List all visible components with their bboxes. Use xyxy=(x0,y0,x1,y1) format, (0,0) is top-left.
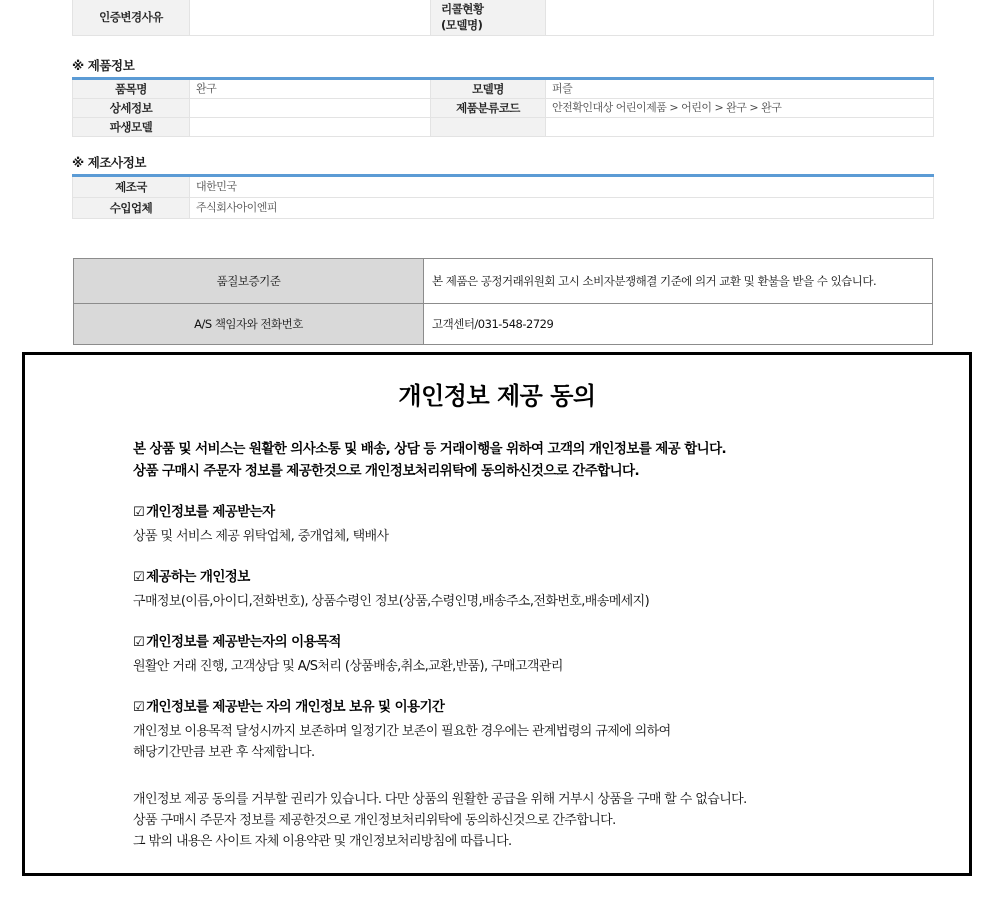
consent-intro xyxy=(133,438,969,482)
consent-closing-line-3: 그 밖의 내용은 사이트 자체 이용약관 및 개인정보처리방침에 따릅니다. xyxy=(133,834,512,849)
consent-intro-line-1: 본 상품 및 서비스는 원활한 의사소통 및 배송, 상담 등 거래이행을 위하여 고객의 개인정보를 제공 합니다. xyxy=(133,441,727,457)
table-row xyxy=(73,118,934,137)
country-of-manufacture-label: 제조국 xyxy=(73,176,190,198)
cert-change-reason-value xyxy=(190,0,431,36)
checkbox-checked-icon: ☑ xyxy=(133,700,145,715)
item-name-value: 완구 xyxy=(190,79,431,99)
as-contact-label: A/S 책임자와 전화번호 xyxy=(74,304,424,345)
derived-model-empty-value xyxy=(546,118,934,137)
product-category-code-label: 제품분류코드 xyxy=(431,99,546,118)
manufacturer-info-title: ※ 제조사정보 xyxy=(72,155,147,170)
consent-section-retention-heading xyxy=(133,697,969,718)
consent-section-recipients-body-line-1: 상품 및 서비스 제공 위탁업체, 중개업체, 택배사 xyxy=(133,529,389,544)
quality-warranty-label: 품질보증기준 xyxy=(74,259,424,304)
derived-model-label: 파생모델 xyxy=(73,118,190,137)
certification-table-section xyxy=(72,0,934,36)
consent-section-recipients-heading xyxy=(133,502,969,523)
consent-closing-line-1: 개인정보 제공 동의를 거부할 권리가 있습니다. 다만 상품의 원활한 공급을 위해 거부시 상품을 구매 할 수 없습니다. xyxy=(133,792,747,807)
privacy-consent-body xyxy=(25,438,969,852)
manufacturer-info-section xyxy=(72,155,934,219)
consent-section-purpose-body xyxy=(133,656,969,677)
consent-section-retention-body-line-2: 해당기간만큼 보관 후 삭제합니다. xyxy=(133,745,315,760)
table-row xyxy=(73,99,934,118)
product-category-code-value: 안전확인대상 어린이제품 > 어린이 > 완구 > 완구 xyxy=(546,99,934,118)
manufacturer-info-table xyxy=(72,174,934,219)
consent-section-recipients-body xyxy=(133,526,969,547)
model-name-label: 모델명 xyxy=(431,79,546,99)
consent-section-purpose-heading-text: 개인정보를 제공받는자의 이용목적 xyxy=(146,634,341,650)
consent-section-provided-data-body xyxy=(133,591,969,612)
consent-section-purpose-body-line-1: 원활안 거래 진행, 고객상담 및 A/S처리 (상품배송,취소,교환,반품), 구매고객관리 xyxy=(133,659,563,674)
detail-info-label: 상세정보 xyxy=(73,99,190,118)
importer-label: 수입업체 xyxy=(73,198,190,219)
consent-section-provided-data-heading-text: 제공하는 개인정보 xyxy=(146,569,250,585)
privacy-consent-box xyxy=(22,352,972,876)
consent-intro-line-2: 상품 구매시 주문자 정보를 제공한것으로 개인정보처리위탁에 동의하신것으로 간주합니다. xyxy=(133,463,639,479)
product-info-section xyxy=(72,58,934,137)
recall-status-label xyxy=(431,0,546,36)
table-row xyxy=(73,79,934,99)
recall-status-label-line1: 리콜현황 xyxy=(441,2,484,16)
consent-section-purpose-heading xyxy=(133,632,969,653)
checkbox-checked-icon: ☑ xyxy=(133,505,145,520)
certification-table xyxy=(72,0,934,36)
item-name-label: 품목명 xyxy=(73,79,190,99)
table-row xyxy=(74,304,933,345)
importer-value: 주식회사아이엔피 xyxy=(190,198,934,219)
detail-info-value xyxy=(190,99,431,118)
consent-section-purpose xyxy=(133,632,969,677)
consent-section-retention-body xyxy=(133,721,969,763)
quality-warranty-value: 본 제품은 공정거래위원회 고시 소비자분쟁해결 기준에 의거 교환 및 환불을 받을 수 있습니다. xyxy=(424,259,933,304)
consent-section-provided-data-body-line-1: 구매정보(이름,아이디,전화번호), 상품수령인 정보(상품,수령인명,배송주소,전화번호,배송메세지) xyxy=(133,594,650,609)
derived-model-empty-label xyxy=(431,118,546,137)
recall-status-label-line2: (모델명) xyxy=(441,18,483,32)
product-info-title: ※ 제품정보 xyxy=(72,58,135,73)
consent-closing-paragraph xyxy=(133,789,969,852)
table-row xyxy=(74,259,933,304)
consent-section-provided-data xyxy=(133,567,969,612)
table-row xyxy=(73,0,934,36)
product-info-table xyxy=(72,77,934,137)
consent-section-recipients-heading-text: 개인정보를 제공받는자 xyxy=(146,504,275,520)
model-name-value: 퍼즐 xyxy=(546,79,934,99)
derived-model-value xyxy=(190,118,431,137)
table-row xyxy=(73,198,934,219)
country-of-manufacture-value: 대한민국 xyxy=(190,176,934,198)
cert-change-reason-label: 인증변경사유 xyxy=(73,0,190,36)
consent-section-retention-heading-text: 개인정보를 제공받는 자의 개인정보 보유 및 이용기간 xyxy=(146,699,445,715)
consent-section-retention xyxy=(133,697,969,763)
checkbox-checked-icon: ☑ xyxy=(133,570,145,585)
privacy-consent-title: 개인정보 제공 동의 xyxy=(398,382,596,410)
consent-closing-line-2: 상품 구매시 주문자 정보를 제공한것으로 개인정보처리위탁에 동의하신것으로 간주합니다. xyxy=(133,813,616,828)
consent-section-recipients xyxy=(133,502,969,547)
warranty-table xyxy=(73,258,933,345)
table-row xyxy=(73,176,934,198)
as-contact-value: 고객센터/031-548-2729 xyxy=(424,304,933,345)
consent-section-provided-data-heading xyxy=(133,567,969,588)
checkbox-checked-icon: ☑ xyxy=(133,635,145,650)
recall-status-value xyxy=(546,0,934,36)
consent-section-retention-body-line-1: 개인정보 이용목적 달성시까지 보존하며 일정기간 보존이 필요한 경우에는 관계법령의 규제에 의하여 xyxy=(133,724,671,739)
